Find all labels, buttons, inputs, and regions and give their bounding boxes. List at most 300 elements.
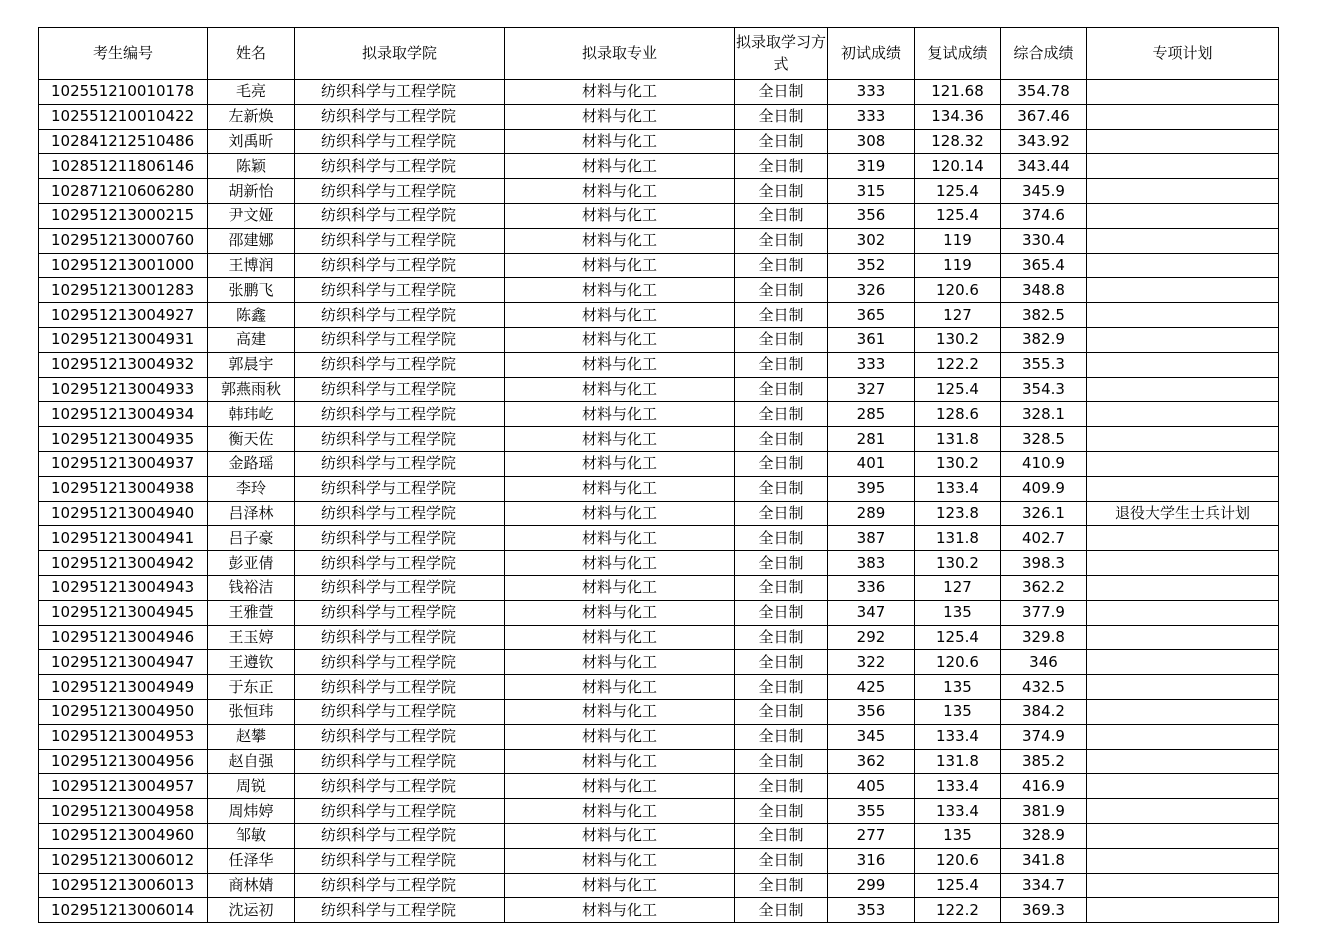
cell-total-score: 416.9 bbox=[1001, 774, 1087, 799]
cell-special-plan bbox=[1087, 675, 1279, 700]
cell-special-plan bbox=[1087, 303, 1279, 328]
cell-retest-score: 123.8 bbox=[915, 501, 1001, 526]
cell-retest-score: 130.2 bbox=[915, 551, 1001, 576]
cell-retest-score: 119 bbox=[915, 228, 1001, 253]
cell-major: 材料与化工 bbox=[505, 575, 735, 600]
cell-name: 胡新怡 bbox=[208, 179, 295, 204]
cell-exam-id: 102951213004943 bbox=[39, 575, 208, 600]
cell-study-mode: 全日制 bbox=[735, 724, 828, 749]
cell-retest-score: 127 bbox=[915, 575, 1001, 600]
cell-total-score: 328.1 bbox=[1001, 402, 1087, 427]
cell-initial-score: 405 bbox=[828, 774, 915, 799]
cell-college: 纺织科学与工程学院 bbox=[295, 451, 505, 476]
cell-initial-score: 333 bbox=[828, 352, 915, 377]
cell-initial-score: 308 bbox=[828, 129, 915, 154]
cell-retest-score: 134.36 bbox=[915, 104, 1001, 129]
cell-college: 纺织科学与工程学院 bbox=[295, 476, 505, 501]
cell-total-score: 398.3 bbox=[1001, 551, 1087, 576]
cell-special-plan bbox=[1087, 377, 1279, 402]
cell-initial-score: 302 bbox=[828, 228, 915, 253]
cell-major: 材料与化工 bbox=[505, 427, 735, 452]
cell-name: 沈运初 bbox=[208, 898, 295, 923]
cell-study-mode: 全日制 bbox=[735, 303, 828, 328]
cell-retest-score: 125.4 bbox=[915, 377, 1001, 402]
cell-major: 材料与化工 bbox=[505, 451, 735, 476]
cell-special-plan bbox=[1087, 551, 1279, 576]
cell-name: 郭燕雨秋 bbox=[208, 377, 295, 402]
cell-initial-score: 289 bbox=[828, 501, 915, 526]
cell-initial-score: 336 bbox=[828, 575, 915, 600]
cell-major: 材料与化工 bbox=[505, 278, 735, 303]
cell-name: 毛亮 bbox=[208, 80, 295, 105]
cell-major: 材料与化工 bbox=[505, 253, 735, 278]
cell-major: 材料与化工 bbox=[505, 551, 735, 576]
cell-total-score: 374.6 bbox=[1001, 203, 1087, 228]
cell-special-plan bbox=[1087, 873, 1279, 898]
cell-college: 纺织科学与工程学院 bbox=[295, 129, 505, 154]
cell-exam-id: 102951213004956 bbox=[39, 749, 208, 774]
table-row bbox=[39, 303, 1279, 328]
cell-name: 于东正 bbox=[208, 675, 295, 700]
cell-initial-score: 356 bbox=[828, 203, 915, 228]
table-row bbox=[39, 253, 1279, 278]
cell-college: 纺织科学与工程学院 bbox=[295, 625, 505, 650]
cell-total-score: 334.7 bbox=[1001, 873, 1087, 898]
cell-total-score: 362.2 bbox=[1001, 575, 1087, 600]
table-row bbox=[39, 898, 1279, 923]
cell-special-plan bbox=[1087, 253, 1279, 278]
cell-exam-id: 102951213000215 bbox=[39, 203, 208, 228]
header-exam-id: 考生编号 bbox=[39, 28, 208, 80]
cell-initial-score: 361 bbox=[828, 327, 915, 352]
cell-special-plan bbox=[1087, 228, 1279, 253]
cell-major: 材料与化工 bbox=[505, 526, 735, 551]
cell-retest-score: 131.8 bbox=[915, 427, 1001, 452]
cell-special-plan bbox=[1087, 600, 1279, 625]
cell-college: 纺织科学与工程学院 bbox=[295, 699, 505, 724]
cell-exam-id: 102951213001000 bbox=[39, 253, 208, 278]
cell-college: 纺织科学与工程学院 bbox=[295, 551, 505, 576]
cell-college: 纺织科学与工程学院 bbox=[295, 402, 505, 427]
cell-special-plan bbox=[1087, 129, 1279, 154]
cell-special-plan bbox=[1087, 625, 1279, 650]
cell-study-mode: 全日制 bbox=[735, 476, 828, 501]
cell-exam-id: 102951213004933 bbox=[39, 377, 208, 402]
header-special-plan: 专项计划 bbox=[1087, 28, 1279, 80]
cell-name: 周锐 bbox=[208, 774, 295, 799]
cell-major: 材料与化工 bbox=[505, 724, 735, 749]
cell-total-score: 369.3 bbox=[1001, 898, 1087, 923]
cell-study-mode: 全日制 bbox=[735, 129, 828, 154]
cell-total-score: 365.4 bbox=[1001, 253, 1087, 278]
cell-major: 材料与化工 bbox=[505, 873, 735, 898]
table-row bbox=[39, 823, 1279, 848]
cell-initial-score: 333 bbox=[828, 80, 915, 105]
cell-major: 材料与化工 bbox=[505, 699, 735, 724]
cell-exam-id: 102951213004934 bbox=[39, 402, 208, 427]
table-row bbox=[39, 699, 1279, 724]
cell-college: 纺织科学与工程学院 bbox=[295, 303, 505, 328]
cell-retest-score: 122.2 bbox=[915, 352, 1001, 377]
cell-total-score: 326.1 bbox=[1001, 501, 1087, 526]
cell-retest-score: 128.32 bbox=[915, 129, 1001, 154]
cell-major: 材料与化工 bbox=[505, 179, 735, 204]
cell-retest-score: 125.4 bbox=[915, 873, 1001, 898]
cell-special-plan bbox=[1087, 526, 1279, 551]
cell-initial-score: 285 bbox=[828, 402, 915, 427]
cell-initial-score: 401 bbox=[828, 451, 915, 476]
cell-college: 纺织科学与工程学院 bbox=[295, 203, 505, 228]
cell-major: 材料与化工 bbox=[505, 203, 735, 228]
cell-college: 纺织科学与工程学院 bbox=[295, 352, 505, 377]
header-initial-score: 初试成绩 bbox=[828, 28, 915, 80]
cell-retest-score: 128.6 bbox=[915, 402, 1001, 427]
table-row bbox=[39, 476, 1279, 501]
header-college: 拟录取学院 bbox=[295, 28, 505, 80]
cell-total-score: 328.5 bbox=[1001, 427, 1087, 452]
cell-name: 尹文娅 bbox=[208, 203, 295, 228]
cell-initial-score: 347 bbox=[828, 600, 915, 625]
cell-study-mode: 全日制 bbox=[735, 501, 828, 526]
cell-total-score: 329.8 bbox=[1001, 625, 1087, 650]
cell-initial-score: 319 bbox=[828, 154, 915, 179]
cell-study-mode: 全日制 bbox=[735, 327, 828, 352]
cell-study-mode: 全日制 bbox=[735, 699, 828, 724]
cell-special-plan bbox=[1087, 724, 1279, 749]
cell-college: 纺织科学与工程学院 bbox=[295, 154, 505, 179]
cell-total-score: 341.8 bbox=[1001, 848, 1087, 873]
cell-college: 纺织科学与工程学院 bbox=[295, 104, 505, 129]
cell-major: 材料与化工 bbox=[505, 625, 735, 650]
cell-special-plan bbox=[1087, 154, 1279, 179]
cell-total-score: 355.3 bbox=[1001, 352, 1087, 377]
cell-total-score: 382.5 bbox=[1001, 303, 1087, 328]
cell-retest-score: 135 bbox=[915, 823, 1001, 848]
table-row bbox=[39, 278, 1279, 303]
cell-exam-id: 102951213004940 bbox=[39, 501, 208, 526]
cell-retest-score: 125.4 bbox=[915, 625, 1001, 650]
cell-special-plan bbox=[1087, 402, 1279, 427]
cell-exam-id: 102951213004953 bbox=[39, 724, 208, 749]
cell-exam-id: 102951213006012 bbox=[39, 848, 208, 873]
table-row bbox=[39, 352, 1279, 377]
table-row bbox=[39, 848, 1279, 873]
cell-total-score: 385.2 bbox=[1001, 749, 1087, 774]
cell-special-plan bbox=[1087, 104, 1279, 129]
cell-retest-score: 133.4 bbox=[915, 799, 1001, 824]
cell-special-plan bbox=[1087, 749, 1279, 774]
cell-retest-score: 121.68 bbox=[915, 80, 1001, 105]
cell-name: 邹敏 bbox=[208, 823, 295, 848]
cell-major: 材料与化工 bbox=[505, 402, 735, 427]
cell-name: 商林婧 bbox=[208, 873, 295, 898]
cell-total-score: 343.44 bbox=[1001, 154, 1087, 179]
cell-major: 材料与化工 bbox=[505, 80, 735, 105]
cell-study-mode: 全日制 bbox=[735, 823, 828, 848]
cell-special-plan bbox=[1087, 327, 1279, 352]
cell-name: 王博润 bbox=[208, 253, 295, 278]
cell-retest-score: 135 bbox=[915, 600, 1001, 625]
cell-name: 彭亚倩 bbox=[208, 551, 295, 576]
cell-study-mode: 全日制 bbox=[735, 179, 828, 204]
cell-study-mode: 全日制 bbox=[735, 377, 828, 402]
cell-name: 郭晨宇 bbox=[208, 352, 295, 377]
cell-exam-id: 102871210606280 bbox=[39, 179, 208, 204]
cell-initial-score: 322 bbox=[828, 650, 915, 675]
cell-college: 纺织科学与工程学院 bbox=[295, 228, 505, 253]
cell-special-plan bbox=[1087, 823, 1279, 848]
cell-exam-id: 102951213004935 bbox=[39, 427, 208, 452]
cell-retest-score: 127 bbox=[915, 303, 1001, 328]
cell-major: 材料与化工 bbox=[505, 228, 735, 253]
cell-exam-id: 102951213004957 bbox=[39, 774, 208, 799]
table-row bbox=[39, 402, 1279, 427]
table-row bbox=[39, 129, 1279, 154]
cell-study-mode: 全日制 bbox=[735, 203, 828, 228]
cell-study-mode: 全日制 bbox=[735, 749, 828, 774]
table-row bbox=[39, 451, 1279, 476]
cell-special-plan bbox=[1087, 650, 1279, 675]
cell-major: 材料与化工 bbox=[505, 352, 735, 377]
cell-major: 材料与化工 bbox=[505, 823, 735, 848]
cell-retest-score: 130.2 bbox=[915, 451, 1001, 476]
cell-college: 纺织科学与工程学院 bbox=[295, 799, 505, 824]
cell-major: 材料与化工 bbox=[505, 898, 735, 923]
cell-name: 周炜婷 bbox=[208, 799, 295, 824]
cell-college: 纺织科学与工程学院 bbox=[295, 526, 505, 551]
cell-total-score: 346 bbox=[1001, 650, 1087, 675]
cell-college: 纺织科学与工程学院 bbox=[295, 675, 505, 700]
cell-college: 纺织科学与工程学院 bbox=[295, 80, 505, 105]
cell-initial-score: 327 bbox=[828, 377, 915, 402]
cell-college: 纺织科学与工程学院 bbox=[295, 823, 505, 848]
cell-name: 李玲 bbox=[208, 476, 295, 501]
cell-name: 刘禹昕 bbox=[208, 129, 295, 154]
cell-initial-score: 387 bbox=[828, 526, 915, 551]
cell-total-score: 345.9 bbox=[1001, 179, 1087, 204]
table-row bbox=[39, 179, 1279, 204]
cell-major: 材料与化工 bbox=[505, 501, 735, 526]
cell-retest-score: 130.2 bbox=[915, 327, 1001, 352]
cell-study-mode: 全日制 bbox=[735, 575, 828, 600]
cell-total-score: 348.8 bbox=[1001, 278, 1087, 303]
cell-retest-score: 133.4 bbox=[915, 724, 1001, 749]
cell-major: 材料与化工 bbox=[505, 848, 735, 873]
cell-study-mode: 全日制 bbox=[735, 774, 828, 799]
cell-major: 材料与化工 bbox=[505, 377, 735, 402]
cell-study-mode: 全日制 bbox=[735, 650, 828, 675]
cell-name: 左新焕 bbox=[208, 104, 295, 129]
header-study-mode: 拟录取学习方式 bbox=[735, 28, 828, 80]
cell-initial-score: 277 bbox=[828, 823, 915, 848]
cell-college: 纺织科学与工程学院 bbox=[295, 327, 505, 352]
cell-college: 纺织科学与工程学院 bbox=[295, 873, 505, 898]
cell-college: 纺织科学与工程学院 bbox=[295, 501, 505, 526]
cell-major: 材料与化工 bbox=[505, 129, 735, 154]
cell-special-plan bbox=[1087, 848, 1279, 873]
cell-exam-id: 102951213004947 bbox=[39, 650, 208, 675]
cell-total-score: 343.92 bbox=[1001, 129, 1087, 154]
cell-name: 吕子豪 bbox=[208, 526, 295, 551]
cell-study-mode: 全日制 bbox=[735, 675, 828, 700]
cell-initial-score: 395 bbox=[828, 476, 915, 501]
table-row bbox=[39, 377, 1279, 402]
cell-special-plan bbox=[1087, 575, 1279, 600]
cell-special-plan bbox=[1087, 352, 1279, 377]
cell-study-mode: 全日制 bbox=[735, 278, 828, 303]
cell-major: 材料与化工 bbox=[505, 303, 735, 328]
cell-name: 高建 bbox=[208, 327, 295, 352]
cell-major: 材料与化工 bbox=[505, 774, 735, 799]
cell-study-mode: 全日制 bbox=[735, 600, 828, 625]
table-body bbox=[39, 80, 1279, 923]
cell-retest-score: 122.2 bbox=[915, 898, 1001, 923]
cell-exam-id: 102951213001283 bbox=[39, 278, 208, 303]
cell-major: 材料与化工 bbox=[505, 799, 735, 824]
cell-study-mode: 全日制 bbox=[735, 253, 828, 278]
cell-special-plan bbox=[1087, 278, 1279, 303]
cell-initial-score: 353 bbox=[828, 898, 915, 923]
cell-name: 金路瑶 bbox=[208, 451, 295, 476]
cell-exam-id: 102951213004941 bbox=[39, 526, 208, 551]
cell-retest-score: 120.6 bbox=[915, 848, 1001, 873]
header-total-score: 综合成绩 bbox=[1001, 28, 1087, 80]
cell-major: 材料与化工 bbox=[505, 476, 735, 501]
cell-total-score: 328.9 bbox=[1001, 823, 1087, 848]
cell-name: 王玉婷 bbox=[208, 625, 295, 650]
cell-total-score: 367.46 bbox=[1001, 104, 1087, 129]
cell-major: 材料与化工 bbox=[505, 104, 735, 129]
cell-total-score: 409.9 bbox=[1001, 476, 1087, 501]
cell-total-score: 410.9 bbox=[1001, 451, 1087, 476]
cell-total-score: 330.4 bbox=[1001, 228, 1087, 253]
cell-exam-id: 102951213004950 bbox=[39, 699, 208, 724]
cell-study-mode: 全日制 bbox=[735, 402, 828, 427]
cell-college: 纺织科学与工程学院 bbox=[295, 749, 505, 774]
cell-total-score: 354.78 bbox=[1001, 80, 1087, 105]
cell-study-mode: 全日制 bbox=[735, 625, 828, 650]
cell-major: 材料与化工 bbox=[505, 154, 735, 179]
cell-exam-id: 102851211806146 bbox=[39, 154, 208, 179]
cell-exam-id: 102951213004949 bbox=[39, 675, 208, 700]
table-row bbox=[39, 80, 1279, 105]
table-row bbox=[39, 203, 1279, 228]
cell-college: 纺织科学与工程学院 bbox=[295, 650, 505, 675]
table-row bbox=[39, 749, 1279, 774]
cell-study-mode: 全日制 bbox=[735, 352, 828, 377]
cell-initial-score: 281 bbox=[828, 427, 915, 452]
cell-exam-id: 102951213004945 bbox=[39, 600, 208, 625]
cell-name: 王遵钦 bbox=[208, 650, 295, 675]
cell-initial-score: 316 bbox=[828, 848, 915, 873]
cell-college: 纺织科学与工程学院 bbox=[295, 774, 505, 799]
cell-total-score: 402.7 bbox=[1001, 526, 1087, 551]
cell-college: 纺织科学与工程学院 bbox=[295, 427, 505, 452]
cell-initial-score: 345 bbox=[828, 724, 915, 749]
cell-initial-score: 383 bbox=[828, 551, 915, 576]
cell-exam-id: 102951213004960 bbox=[39, 823, 208, 848]
cell-study-mode: 全日制 bbox=[735, 427, 828, 452]
table-row bbox=[39, 327, 1279, 352]
cell-retest-score: 133.4 bbox=[915, 774, 1001, 799]
cell-total-score: 432.5 bbox=[1001, 675, 1087, 700]
table-row bbox=[39, 104, 1279, 129]
table-row bbox=[39, 154, 1279, 179]
cell-retest-score: 125.4 bbox=[915, 203, 1001, 228]
header-major: 拟录取专业 bbox=[505, 28, 735, 80]
cell-study-mode: 全日制 bbox=[735, 799, 828, 824]
header-name: 姓名 bbox=[208, 28, 295, 80]
cell-major: 材料与化工 bbox=[505, 749, 735, 774]
cell-total-score: 374.9 bbox=[1001, 724, 1087, 749]
cell-special-plan bbox=[1087, 80, 1279, 105]
table-row bbox=[39, 575, 1279, 600]
cell-study-mode: 全日制 bbox=[735, 873, 828, 898]
cell-exam-id: 102951213004942 bbox=[39, 551, 208, 576]
cell-special-plan bbox=[1087, 427, 1279, 452]
cell-name: 王雅萱 bbox=[208, 600, 295, 625]
cell-name: 任泽华 bbox=[208, 848, 295, 873]
cell-college: 纺织科学与工程学院 bbox=[295, 179, 505, 204]
cell-retest-score: 119 bbox=[915, 253, 1001, 278]
cell-study-mode: 全日制 bbox=[735, 848, 828, 873]
cell-retest-score: 120.6 bbox=[915, 650, 1001, 675]
cell-name: 钱裕洁 bbox=[208, 575, 295, 600]
cell-initial-score: 333 bbox=[828, 104, 915, 129]
cell-initial-score: 425 bbox=[828, 675, 915, 700]
cell-major: 材料与化工 bbox=[505, 675, 735, 700]
cell-initial-score: 365 bbox=[828, 303, 915, 328]
cell-name: 张恒玮 bbox=[208, 699, 295, 724]
cell-college: 纺织科学与工程学院 bbox=[295, 600, 505, 625]
table-row bbox=[39, 501, 1279, 526]
cell-name: 赵自强 bbox=[208, 749, 295, 774]
cell-exam-id: 102951213004946 bbox=[39, 625, 208, 650]
cell-college: 纺织科学与工程学院 bbox=[295, 278, 505, 303]
table-row bbox=[39, 228, 1279, 253]
cell-college: 纺织科学与工程学院 bbox=[295, 253, 505, 278]
table-row bbox=[39, 551, 1279, 576]
cell-major: 材料与化工 bbox=[505, 327, 735, 352]
cell-retest-score: 135 bbox=[915, 675, 1001, 700]
cell-study-mode: 全日制 bbox=[735, 898, 828, 923]
cell-name: 陈鑫 bbox=[208, 303, 295, 328]
cell-exam-id: 102551210010178 bbox=[39, 80, 208, 105]
cell-initial-score: 299 bbox=[828, 873, 915, 898]
cell-special-plan bbox=[1087, 699, 1279, 724]
cell-exam-id: 102951213004931 bbox=[39, 327, 208, 352]
table-row bbox=[39, 526, 1279, 551]
cell-major: 材料与化工 bbox=[505, 650, 735, 675]
cell-total-score: 382.9 bbox=[1001, 327, 1087, 352]
table-row bbox=[39, 427, 1279, 452]
cell-college: 纺织科学与工程学院 bbox=[295, 848, 505, 873]
cell-retest-score: 135 bbox=[915, 699, 1001, 724]
cell-name: 衡天佐 bbox=[208, 427, 295, 452]
cell-study-mode: 全日制 bbox=[735, 104, 828, 129]
cell-initial-score: 355 bbox=[828, 799, 915, 824]
cell-retest-score: 133.4 bbox=[915, 476, 1001, 501]
cell-name: 韩玮屹 bbox=[208, 402, 295, 427]
cell-retest-score: 120.6 bbox=[915, 278, 1001, 303]
cell-special-plan: 退役大学生士兵计划 bbox=[1087, 501, 1279, 526]
cell-study-mode: 全日制 bbox=[735, 526, 828, 551]
cell-retest-score: 125.4 bbox=[915, 179, 1001, 204]
cell-exam-id: 102951213006013 bbox=[39, 873, 208, 898]
cell-special-plan bbox=[1087, 799, 1279, 824]
cell-name: 赵攀 bbox=[208, 724, 295, 749]
cell-major: 材料与化工 bbox=[505, 600, 735, 625]
